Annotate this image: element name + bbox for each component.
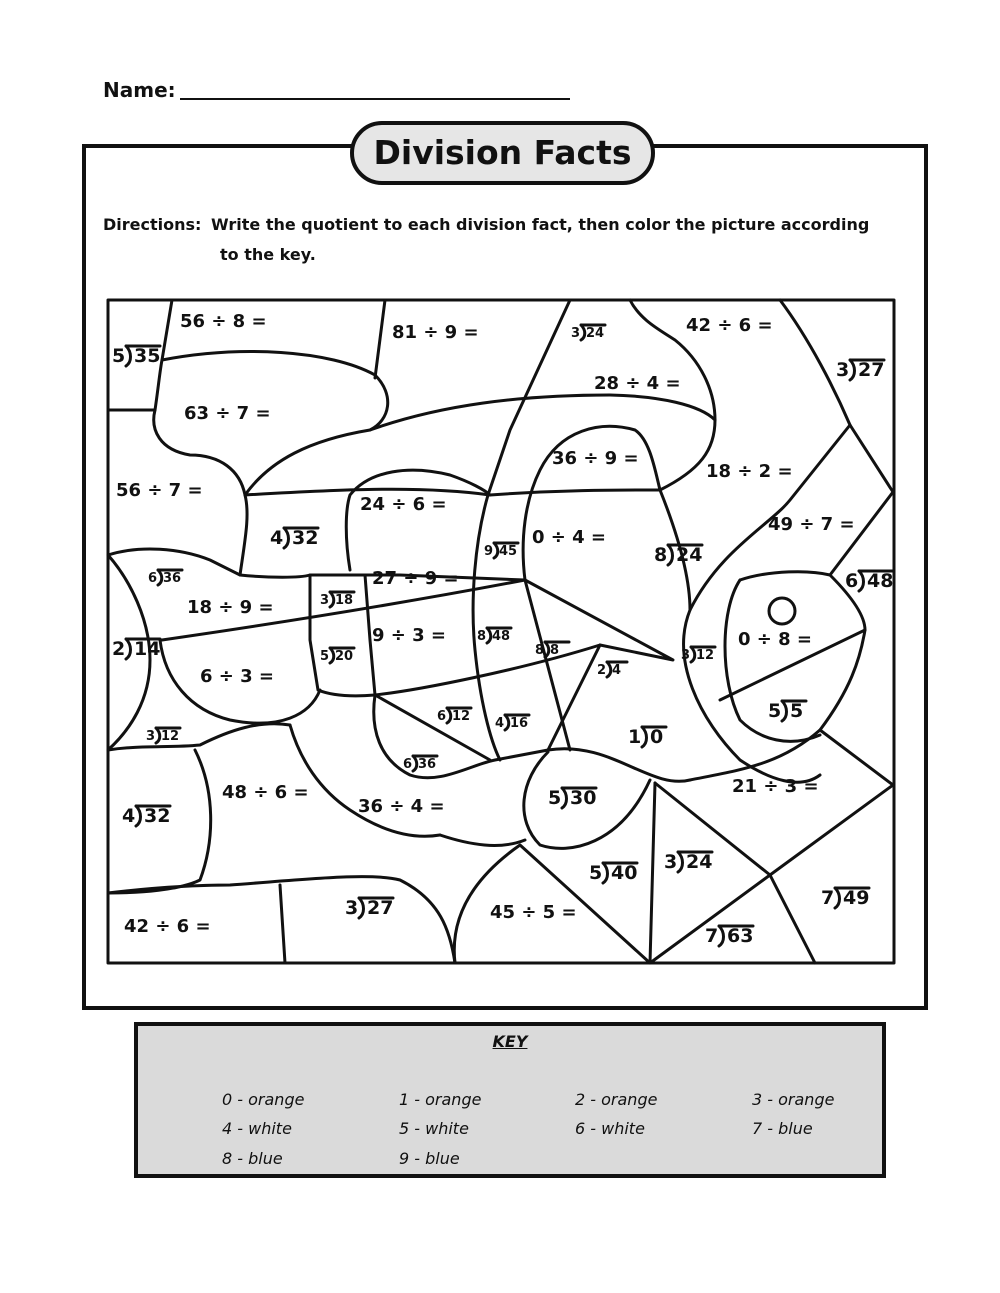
problem: 48 ÷ 6 =	[222, 782, 309, 803]
problem: 27 ÷ 9 =	[372, 568, 459, 589]
region-edge	[440, 835, 525, 845]
directions-lead: Directions:	[103, 215, 202, 234]
key-item: 0 - orange	[222, 1090, 305, 1109]
region-edge	[162, 300, 172, 360]
directions-line-2: to the key.	[220, 245, 316, 264]
key-item: 2 - orange	[575, 1090, 658, 1109]
name-label: Name:	[103, 78, 176, 102]
svg-text:4: 4	[612, 663, 622, 678]
svg-text:48: 48	[492, 629, 511, 644]
svg-text:3: 3	[664, 851, 678, 873]
key-item: 5 - white	[399, 1119, 469, 1138]
long-division	[270, 527, 318, 549]
svg-text:2: 2	[112, 638, 126, 660]
key-title: KEY	[492, 1032, 528, 1051]
key-item: 8 - blue	[222, 1149, 283, 1168]
color-key	[134, 1022, 886, 1178]
svg-text:24: 24	[686, 851, 713, 873]
region-edge	[820, 575, 865, 730]
problem: 0 ÷ 4 =	[532, 527, 607, 548]
long-division	[654, 544, 702, 566]
svg-text:5: 5	[112, 345, 126, 367]
svg-text:32: 32	[292, 527, 319, 549]
long-division	[768, 700, 806, 722]
svg-text:5: 5	[548, 787, 562, 809]
long-division	[484, 543, 518, 559]
region-edge	[280, 885, 285, 963]
problem: 49 ÷ 7 =	[768, 514, 855, 535]
long-division	[821, 887, 869, 909]
problem: 81 ÷ 9 =	[392, 322, 479, 343]
svg-text:3: 3	[146, 729, 156, 744]
svg-text:8: 8	[535, 643, 545, 658]
long-division	[146, 728, 180, 744]
problem: 36 ÷ 9 =	[552, 448, 639, 469]
svg-text:18: 18	[335, 593, 354, 608]
long-division	[664, 851, 712, 873]
region-edge	[108, 724, 290, 750]
long-division	[705, 925, 753, 947]
region-edge	[770, 875, 815, 963]
problem: 9 ÷ 3 =	[372, 625, 447, 646]
svg-text:14: 14	[134, 638, 161, 660]
long-division	[589, 862, 637, 884]
svg-text:8: 8	[550, 643, 560, 658]
problem: 21 ÷ 3 =	[732, 776, 819, 797]
long-division	[628, 726, 666, 748]
long-division	[112, 345, 160, 367]
long-division	[548, 787, 596, 809]
svg-text:48: 48	[867, 570, 894, 592]
region-edge	[240, 495, 247, 575]
svg-text:1: 1	[628, 726, 642, 748]
long-division	[437, 708, 471, 724]
svg-text:3: 3	[571, 326, 581, 341]
svg-text:27: 27	[367, 897, 394, 919]
svg-text:12: 12	[161, 729, 180, 744]
long-division	[477, 628, 511, 644]
svg-text:20: 20	[335, 649, 354, 664]
svg-text:36: 36	[163, 571, 182, 586]
problem: 28 ÷ 4 =	[594, 373, 681, 394]
svg-text:45: 45	[499, 544, 518, 559]
page-title: Division Facts	[350, 121, 655, 185]
problem: 45 ÷ 5 =	[490, 902, 577, 923]
svg-text:49: 49	[843, 887, 870, 909]
region-edge	[245, 489, 660, 495]
svg-text:6: 6	[403, 757, 413, 772]
svg-text:12: 12	[696, 648, 715, 663]
svg-text:9: 9	[484, 544, 494, 559]
svg-text:27: 27	[858, 359, 885, 381]
region-edge	[690, 730, 820, 780]
problem: 24 ÷ 6 =	[360, 494, 447, 515]
long-division	[345, 897, 393, 919]
problem: 18 ÷ 2 =	[706, 461, 793, 482]
long-division	[845, 570, 893, 592]
svg-text:4: 4	[495, 716, 505, 731]
key-item: 9 - blue	[399, 1149, 460, 1168]
region-edge	[290, 725, 440, 836]
directions-line-1: Write the quotient to each division fact, then color the picture according	[211, 215, 870, 234]
svg-text:6: 6	[148, 571, 158, 586]
svg-text:5: 5	[768, 700, 782, 722]
svg-text:40: 40	[611, 862, 638, 884]
long-division	[148, 570, 182, 586]
region-edge	[740, 572, 830, 580]
svg-text:16: 16	[510, 716, 529, 731]
key-item: 6 - white	[575, 1119, 645, 1138]
region-edge	[375, 300, 385, 378]
svg-text:2: 2	[597, 663, 607, 678]
svg-text:36: 36	[418, 757, 437, 772]
svg-text:3: 3	[320, 593, 330, 608]
svg-text:30: 30	[570, 787, 597, 809]
region-edge	[370, 395, 715, 430]
key-item: 4 - white	[222, 1119, 292, 1138]
svg-text:5: 5	[589, 862, 603, 884]
key-item: 7 - blue	[752, 1119, 813, 1138]
problem: 6 ÷ 3 =	[200, 666, 275, 687]
svg-text:24: 24	[586, 326, 605, 341]
region-edge	[375, 695, 490, 760]
svg-text:5: 5	[320, 649, 330, 664]
problem: 42 ÷ 6 =	[686, 315, 773, 336]
key-item: 3 - orange	[752, 1090, 835, 1109]
svg-text:0: 0	[650, 726, 664, 748]
svg-text:35: 35	[134, 345, 161, 367]
problem: 36 ÷ 4 =	[358, 796, 445, 817]
svg-text:24: 24	[676, 544, 703, 566]
problem: 18 ÷ 9 =	[187, 597, 274, 618]
region-edge	[780, 300, 893, 492]
svg-text:12: 12	[452, 709, 471, 724]
svg-text:3: 3	[345, 897, 359, 919]
long-division	[320, 648, 354, 664]
long-division	[122, 805, 170, 827]
long-division	[403, 756, 437, 772]
long-division	[597, 662, 627, 678]
problem: 56 ÷ 8 =	[180, 311, 267, 332]
svg-text:32: 32	[144, 805, 171, 827]
long-division	[112, 638, 160, 660]
key-item: 1 - orange	[399, 1090, 482, 1109]
svg-text:8: 8	[654, 544, 668, 566]
svg-text:7: 7	[705, 925, 719, 947]
long-division	[495, 715, 529, 731]
svg-text:63: 63	[727, 925, 754, 947]
long-division	[836, 359, 884, 381]
problem: 42 ÷ 6 =	[124, 916, 211, 937]
problem: 56 ÷ 7 =	[116, 480, 203, 501]
problem: 0 ÷ 8 =	[738, 629, 813, 650]
svg-text:4: 4	[122, 805, 136, 827]
problem: 63 ÷ 7 =	[184, 403, 271, 424]
long-division	[320, 592, 354, 608]
long-division	[681, 647, 715, 663]
region-edge	[346, 470, 490, 570]
svg-text:3: 3	[681, 648, 691, 663]
long-division	[571, 325, 605, 341]
svg-text:3: 3	[836, 359, 850, 381]
svg-text:6: 6	[437, 709, 447, 724]
svg-text:6: 6	[845, 570, 859, 592]
svg-text:7: 7	[821, 887, 835, 909]
fish-eye	[769, 598, 795, 624]
svg-text:8: 8	[477, 629, 487, 644]
svg-text:5: 5	[790, 700, 804, 722]
svg-text:4: 4	[270, 527, 284, 549]
